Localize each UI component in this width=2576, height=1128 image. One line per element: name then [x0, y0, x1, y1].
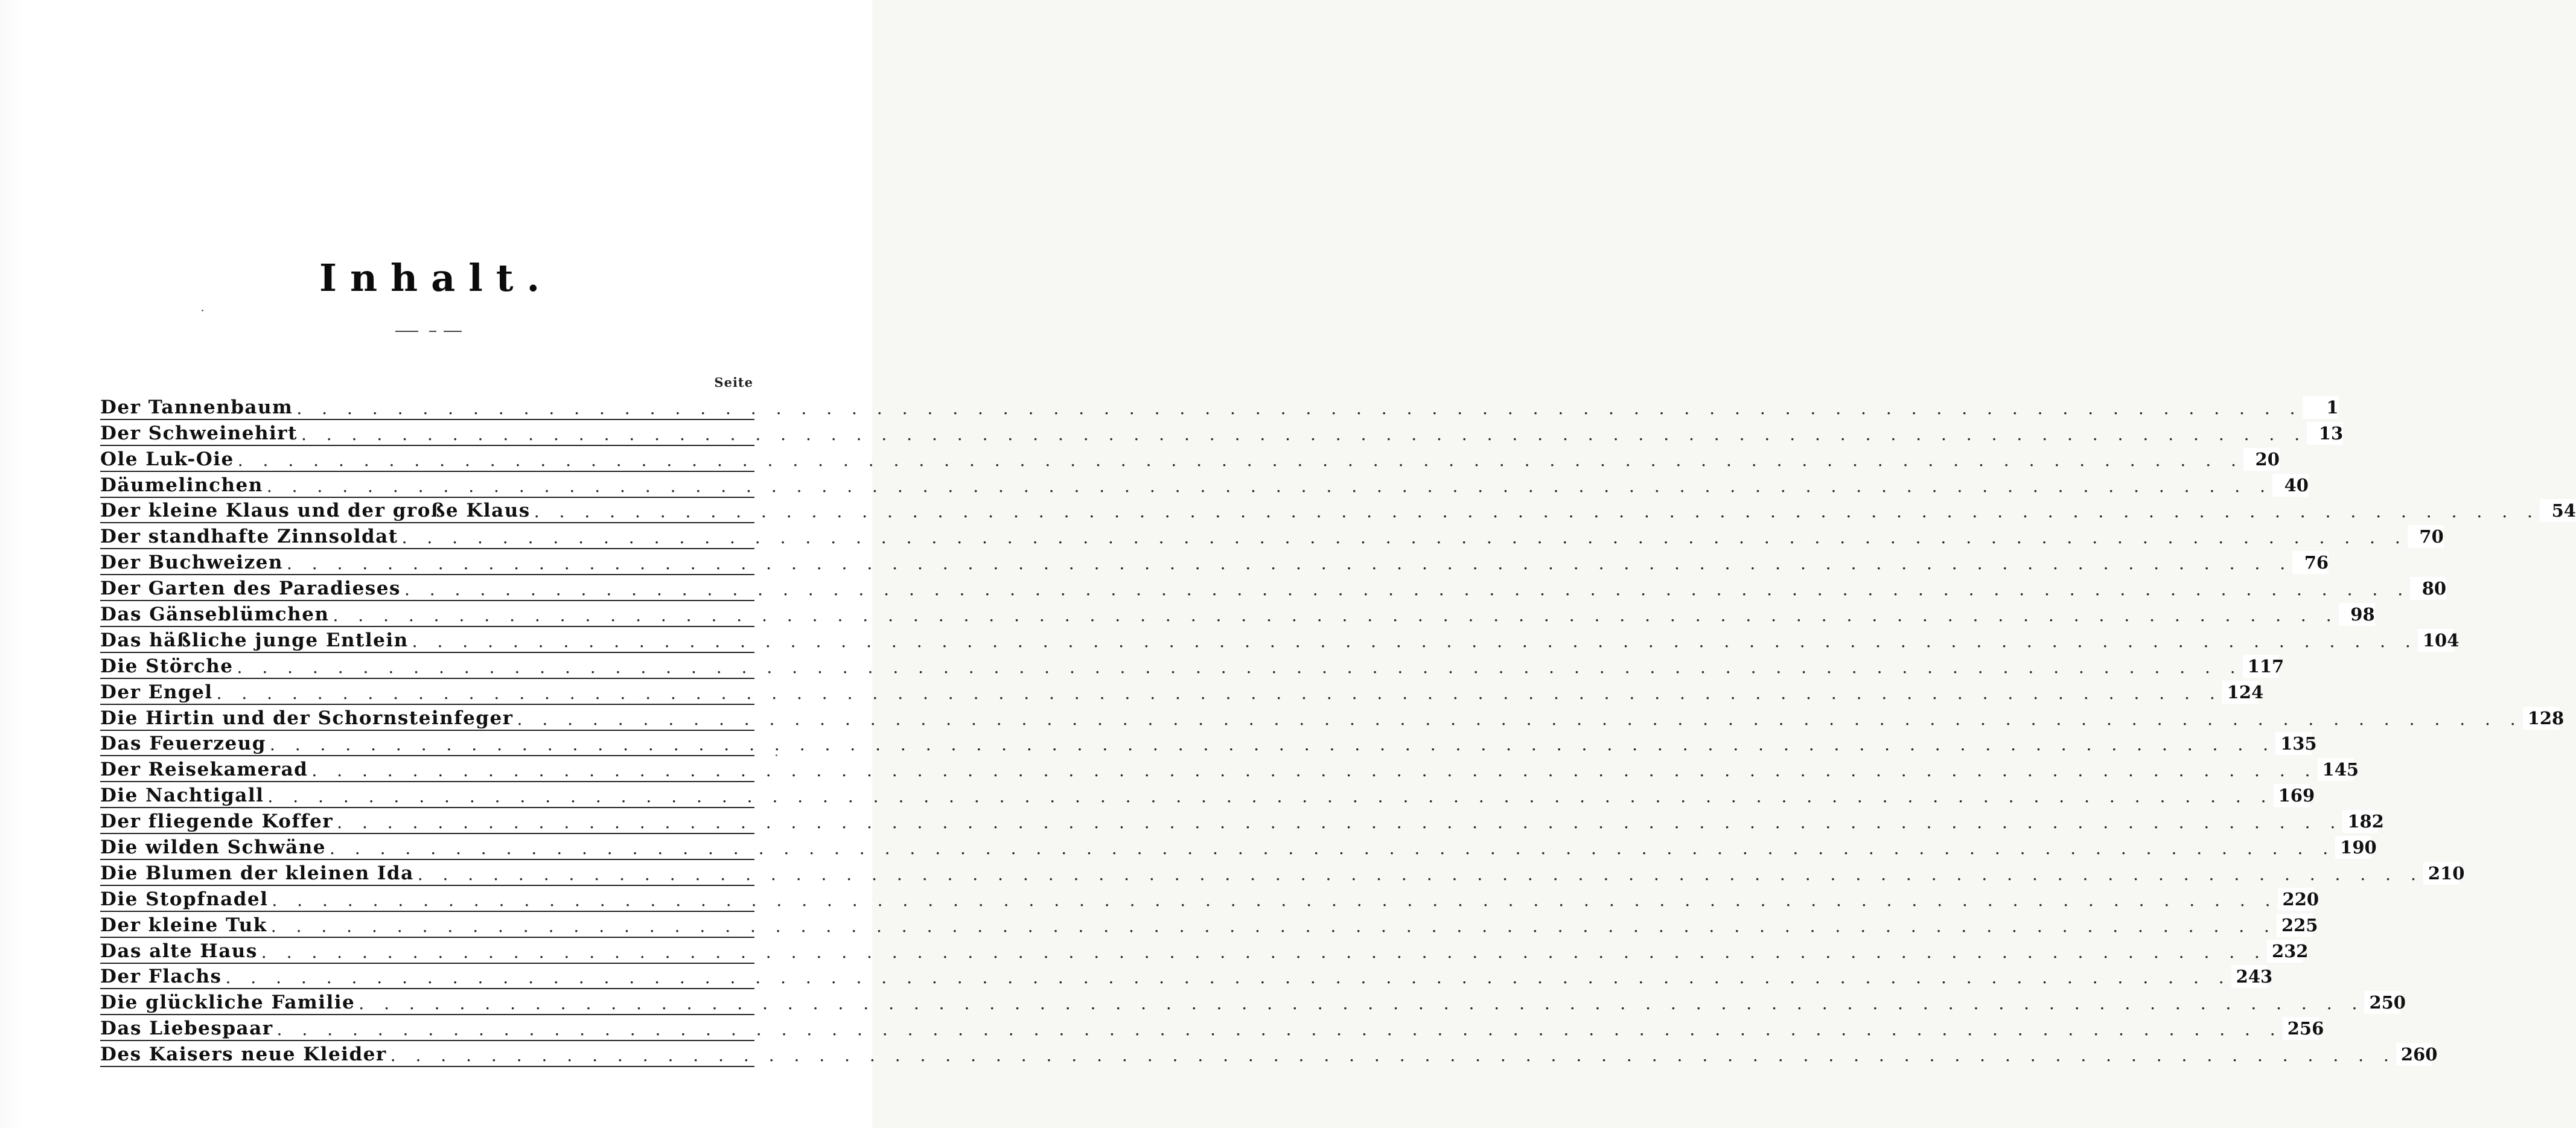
toc-leader-dots: . . . . . . . . . . . . . . . . . . . . . . . . . . . . . . . . . . . . . . . . . . . . . . . . . . . . . . . . . . . . . . . . . . . . . . . . . . . . . . . .: [517, 709, 2523, 729]
toc-entry-page-number: 169: [2274, 784, 2310, 807]
toc-leader-dots: . . . . . . . . . . . . . . . . . . . . . . . . . . . . . . . . . . . . . . . . . . . . . . . . . . . . . . . . . . . . . . . . . . . . . . . . . . . . . . . .: [237, 450, 2243, 470]
toc-leader-dots: . . . . . . . . . . . . . . . . . . . . . . . . . . . . . . . . . . . . . . . . . . . . . . . . . . . . . . . . . . . . . . . . . . . . . . . . . . . . . . . .: [401, 527, 2408, 548]
toc-entry-title: Der Buchweizen: [100, 551, 287, 574]
toc-entry[interactable]: [100, 601, 2375, 627]
toc-entry[interactable]: [100, 912, 2318, 938]
toc-leader-dots: . . . . . . . . . . . . . . . . . . . . . . . . . . . . . . . . . . . . . . . . . . . . . . . . . . . . . . . . . . . . . . . . . . . . . . . . . . . . . . . .: [267, 786, 2274, 807]
toc-leader-dots: . . . . . . . . . . . . . . . . . . . . . . . . . . . . . . . . . . . . . . . . . . . . . . . . . . . . . . . . . . . . . . . . . . . . . . . . . . . . . . . .: [270, 916, 2277, 936]
toc-entry[interactable]: [100, 1041, 2438, 1067]
toc-entry[interactable]: [100, 938, 2309, 964]
toc-entry-page-number: 135: [2275, 732, 2312, 755]
toc-leader-dots: . . . . . . . . . . . . . . . . . . . . . . . . . . . . . . . . . . . . . . . . . . . . . . . . . . . . . . . . . . . . . . . . . . . . . . . . . . . . . . . .: [237, 657, 2243, 677]
toc-leader-dots: . . . . . . . . . . . . . . . . . . . . . . . . . . . . . . . . . . . . . . . . . . . . . . . . . . . . . . . . . . . . . . . . . . . . . . . . . . . . . . . .: [272, 890, 2278, 910]
page-title: Inhalt.: [319, 256, 553, 300]
toc-entry[interactable]: [100, 834, 2377, 860]
toc-entry-page-number: 225: [2277, 914, 2313, 937]
toc-entry-title: Der Garten des Paradieses: [100, 577, 404, 600]
toc-entry[interactable]: [100, 472, 2309, 498]
toc-leader-dots: . . . . . . . . . . . . . . . . . . . . . . . . . . . . . . . . . . . . . . . . . . . . . . . . . . . . . . . . . . . . . . . . . . . . . . . . . . . . . . . .: [311, 760, 2318, 781]
toc-entry-page-number: 232: [2267, 940, 2303, 963]
toc-entry-title: Der Schweinehirt: [100, 422, 301, 445]
toc-entry-title: Der kleine Klaus und der große Klaus: [100, 499, 534, 522]
toc-leader-dots: . . . . . . . . . . . . . . . . . . . . . . . . . . . . . . . . . . . . . . . . . . . . . . . . . . . . . . . . . . . . . . . . . . . . . . . . . . . . . . . .: [276, 1019, 2283, 1040]
toc-leader-dots: . . . . . . . . . . . . . . . . . . . . . . . . . . . . . . . . . . . . . . . . . . . . . . . . . . . . . . . . . . . . . . . . . . . . . . . . . . . . . . . .: [329, 838, 2336, 859]
toc-entry[interactable]: [100, 731, 2317, 757]
title-ornament-rule: [395, 331, 462, 332]
toc-entry-page-number: 1: [2303, 396, 2339, 419]
toc-leader-dots: . . . . . . . . . . . . . . . . . . . . . . . . . . . . . . . . . . . . . . . . . . . . . . . . . . . . . . . . . . . . . . . . . . . . . . . . . . . . . . . .: [216, 683, 2222, 703]
toc-entry-page-number: 54: [2540, 499, 2576, 522]
toc-entry-title: Die Blumen der kleinen Ida: [100, 862, 418, 885]
toc-leader-dots: . . . . . . . . . . . . . . . . . . . . . . . . . . . . . . . . . . . . . . . . . . . . . . . . . . . . . . . . . . . . . . . . . . . . . . . . . . . . . . . .: [261, 942, 2267, 962]
toc-entry[interactable]: [100, 446, 2280, 472]
toc-entry-page-number: 80: [2410, 577, 2446, 600]
toc-entry[interactable]: [100, 523, 2444, 549]
toc-entry[interactable]: [100, 627, 2460, 653]
toc-entry-title: Der standhafte Zinnsoldat: [100, 525, 402, 548]
toc-entry-title: Des Kaisers neue Kleider: [100, 1043, 391, 1066]
toc-entry-page-number: 117: [2243, 655, 2279, 678]
toc-leader-dots: . . . . . . . . . . . . . . . . . . . . . . . . . . . . . . . . . . . . . . . . . . . . . . . . . . . . . . . . . . . . . . . . . . . . . . . . . . . . . . . .: [390, 1045, 2396, 1066]
toc-entry[interactable]: [100, 989, 2406, 1015]
toc-entry-title: Der Reisekamerad: [100, 758, 311, 781]
toc-entry-title: Die Hirtin und der Schornsteinfeger: [100, 707, 517, 730]
toc-entry-page-number: 210: [2423, 862, 2460, 885]
toc-leader-dots: . . . . . . . . . . . . . . . . . . . . . . . . . . . . . . . . . . . . . . . . . . . . . . . . . . . . . . . . . . . . . . . . . . . . . . . . . . . . . . . .: [269, 734, 2276, 755]
toc-entry-page-number: 128: [2523, 707, 2559, 730]
toc-entry[interactable]: [100, 575, 2447, 601]
toc-entry-title: Das Gänseblümchen: [100, 603, 333, 626]
toc-entry[interactable]: [100, 860, 2465, 886]
toc-entry[interactable]: [100, 808, 2384, 834]
toc-entry-page-number: 13: [2307, 422, 2343, 445]
toc-entry[interactable]: [100, 756, 2359, 782]
toc-entry[interactable]: [100, 1015, 2324, 1041]
toc-entry-title: Die Nachtigall: [100, 784, 267, 807]
toc-entry-title: Das häßliche junge Entlein: [100, 629, 412, 652]
toc-entry-page-number: 243: [2231, 965, 2268, 988]
toc-entry-title: Der kleine Tuk: [100, 914, 271, 937]
toc-entry-page-number: 104: [2418, 629, 2454, 652]
toc-entry-title: Die Störche: [100, 655, 237, 678]
toc-entry-page-number: 76: [2292, 551, 2329, 574]
toc-entry-page-number: 40: [2272, 474, 2309, 497]
toc-entry[interactable]: [100, 886, 2319, 912]
toc-entry-page-number: 124: [2222, 681, 2259, 704]
toc-entry-title: Das Liebespaar: [100, 1017, 277, 1040]
toc-entry-page-number: 20: [2243, 448, 2280, 471]
toc-entry-page-number: 182: [2342, 810, 2379, 833]
toc-entry-title: Das alte Haus: [100, 940, 261, 963]
toc-entry-page-number: 256: [2283, 1017, 2319, 1040]
toc-leader-dots: . . . . . . . . . . . . . . . . . . . . . . . . . . . . . . . . . . . . . . . . . . . . . . . . . . . . . . . . . . . . . . . . . . . . . . . . . . . . . . . .: [301, 424, 2307, 444]
toc-leader-dots: . . . . . . . . . . . . . . . . . . . . . . . . . . . . . . . . . . . . . . . . . . . . . . . . . . . . . . . . . . . . . . . . . . . . . . . . . . . . . . . .: [534, 502, 2540, 522]
toc-entry[interactable]: [100, 705, 2565, 731]
toc-leader-dots: . . . . . . . . . . . . . . . . . . . . . . . . . . . . . . . . . . . . . . . . . . . . . . . . . . . . . . . . . . . . . . . . . . . . . . . . . . . . . . . .: [404, 579, 2411, 600]
toc-leader-dots: . . . . . . . . . . . . . . . . . . . . . . . . . . . . . . . . . . . . . . . . . . . . . . . . . . . . . . . . . . . . . . . . . . . . . . . . . . . . . . . .: [286, 553, 2293, 574]
toc-entry-title: Die glückliche Familie: [100, 991, 359, 1014]
toc-entry-title: Der fliegende Koffer: [100, 810, 337, 833]
toc-leader-dots: . . . . . . . . . . . . . . . . . . . . . . . . . . . . . . . . . . . . . . . . . . . . . . . . . . . . . . . . . . . . . . . . . . . . . . . . . . . . . . . .: [333, 605, 2339, 626]
toc-entry-title: Die wilden Schwäne: [100, 836, 330, 859]
toc-entry-page-number: 145: [2318, 758, 2354, 781]
page-column-header: Seite: [714, 375, 753, 390]
toc-list: [100, 394, 2576, 1067]
toc-entry[interactable]: [100, 498, 2576, 524]
toc-entry[interactable]: [100, 420, 2344, 446]
toc-entry-page-number: 260: [2396, 1043, 2432, 1066]
toc-leader-dots: . . . . . . . . . . . . . . . . . . . . . . . . . . . . . . . . . . . . . . . . . . . . . . . . . . . . . . . . . . . . . . . . . . . . . . . . . . . . . . . .: [266, 476, 2272, 496]
toc-entry-title: Die Stopfnadel: [100, 888, 272, 911]
print-speck: [202, 310, 203, 311]
toc-leader-dots: . . . . . . . . . . . . . . . . . . . . . . . . . . . . . . . . . . . . . . . . . . . . . . . . . . . . . . . . . . . . . . . . . . . . . . . . . . . . . . . .: [337, 812, 2343, 833]
toc-entry-title: Der Tannenbaum: [100, 396, 296, 419]
toc-leader-dots: . . . . . . . . . . . . . . . . . . . . . . . . . . . . . . . . . . . . . . . . . . . . . . . . . . . . . . . . . . . . . . . . . . . . . . . . . . . . . . . .: [225, 967, 2231, 988]
toc-leader-dots: . . . . . . . . . . . . . . . . . . . . . . . . . . . . . . . . . . . . . . . . . . . . . . . . . . . . . . . . . . . . . . . . . . . . . . . . . . . . . . . .: [412, 631, 2418, 651]
toc-entry-page-number: 98: [2339, 603, 2375, 626]
toc-leader-dots: . . . . . . . . . . . . . . . . . . . . . . . . . . . . . . . . . . . . . . . . . . . . . . . . . . . . . . . . . . . . . . . . . . . . . . . . . . . . . . . .: [296, 398, 2303, 418]
toc-leader-dots: . . . . . . . . . . . . . . . . . . . . . . . . . . . . . . . . . . . . . . . . . . . . . . . . . . . . . . . . . . . . . . . . . . . . . . . . . . . . . . . .: [417, 864, 2423, 884]
toc-entry-title: Der Engel: [100, 681, 217, 704]
toc-entry-title: Däumelinchen: [100, 474, 267, 497]
toc-leader-dots: . . . . . . . . . . . . . . . . . . . . . . . . . . . . . . . . . . . . . . . . . . . . . . . . . . . . . . . . . . . . . . . . . . . . . . . . . . . . . . . .: [359, 993, 2365, 1014]
toc-entry-page-number: 190: [2335, 836, 2371, 859]
toc-entry-page-number: 220: [2278, 888, 2314, 911]
toc-entry-title: Der Flachs: [100, 965, 225, 988]
toc-entry[interactable]: [100, 549, 2329, 575]
toc-entry[interactable]: [100, 964, 2273, 990]
toc-entry[interactable]: [100, 679, 2264, 705]
toc-entry[interactable]: [100, 782, 2315, 808]
toc-entry-page-number: 250: [2364, 991, 2400, 1014]
toc-entry[interactable]: [100, 394, 2339, 420]
toc-entry[interactable]: [100, 653, 2284, 679]
toc-entry-title: Das Feuerzeug: [100, 732, 270, 755]
toc-entry-title: Ole Luk-Oie: [100, 448, 238, 471]
toc-entry-page-number: 70: [2408, 525, 2444, 548]
table-of-contents: [100, 371, 2576, 1067]
